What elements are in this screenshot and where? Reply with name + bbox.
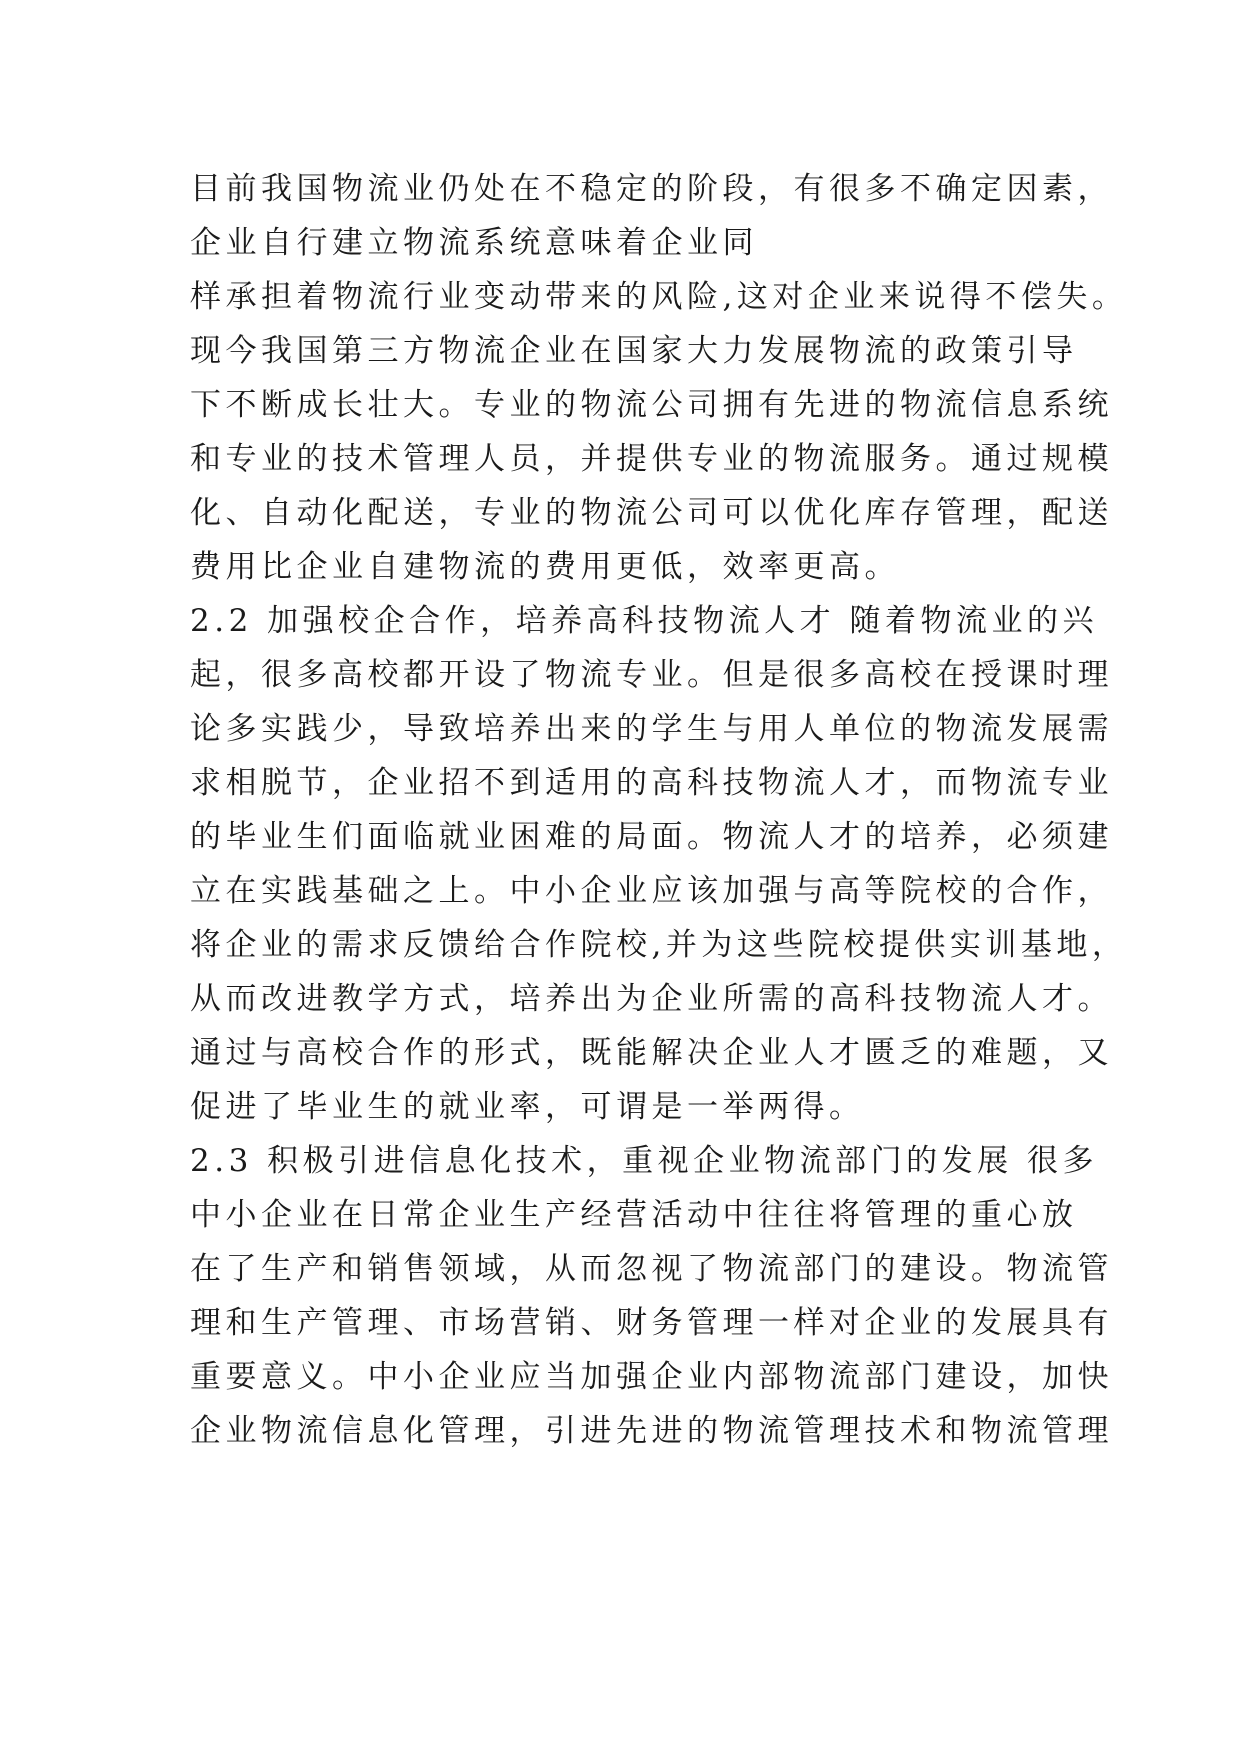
body-text [190, 162, 1128, 1458]
text-line: 和专业的技术管理人员，并提供专业的物流服务。通过规模 [190, 441, 1113, 477]
text-line: 重要意义。中小企业应当加强企业内部物流部门建设，加快 [190, 1359, 1113, 1395]
text-line: 在了生产和销售领域，从而忽视了物流部门的建设。物流管 [190, 1251, 1113, 1287]
text-line: 样承担着物流行业变动带来的风险,这对企业来说得不偿失。 [190, 279, 1128, 315]
text-line: 起，很多高校都开设了物流专业。但是很多高校在授课时理 [190, 657, 1113, 693]
section-heading-line: 2.3 积极引进信息化技术，重视企业物流部门的发展 很多 [190, 1143, 1099, 1179]
text-line: 化、自动化配送，专业的物流公司可以优化库存管理，配送 [190, 495, 1113, 531]
text-line: 企业自行建立物流系统意味着企业同 [190, 225, 758, 261]
text-line: 费用比企业自建物流的费用更低，效率更高。 [190, 549, 900, 585]
text-line: 促进了毕业生的就业率，可谓是一举两得。 [190, 1089, 865, 1125]
text-line: 求相脱节，企业招不到适用的高科技物流人才，而物流专业 [190, 765, 1113, 801]
text-line: 中小企业在日常企业生产经营活动中往往将管理的重心放 [190, 1197, 1078, 1233]
text-line: 理和生产管理、市场营销、财务管理一样对企业的发展具有 [190, 1305, 1113, 1341]
text-line: 企业物流信息化管理，引进先进的物流管理技术和物流管理 [190, 1413, 1113, 1449]
text-line: 通过与高校合作的形式，既能解决企业人才匮乏的难题，又 [190, 1035, 1113, 1071]
text-line: 下不断成长壮大。专业的物流公司拥有先进的物流信息系统 [190, 387, 1113, 423]
text-line: 的毕业生们面临就业困难的局面。物流人才的培养，必须建 [190, 819, 1113, 855]
section-heading-line: 2.2 加强校企合作，培养高科技物流人才 随着物流业的兴 [190, 603, 1099, 639]
text-line: 将企业的需求反馈给合作院校,并为这些院校提供实训基地， [190, 927, 1128, 963]
text-line: 立在实践基础之上。中小企业应该加强与高等院校的合作， [190, 873, 1113, 909]
text-line: 现今我国第三方物流企业在国家大力发展物流的政策引导 [190, 333, 1078, 369]
text-line: 论多实践少，导致培养出来的学生与用人单位的物流发展需 [190, 711, 1113, 747]
text-line: 目前我国物流业仍处在不稳定的阶段，有很多不确定因素， [190, 171, 1113, 207]
text-line: 从而改进教学方式，培养出为企业所需的高科技物流人才。 [190, 981, 1113, 1017]
